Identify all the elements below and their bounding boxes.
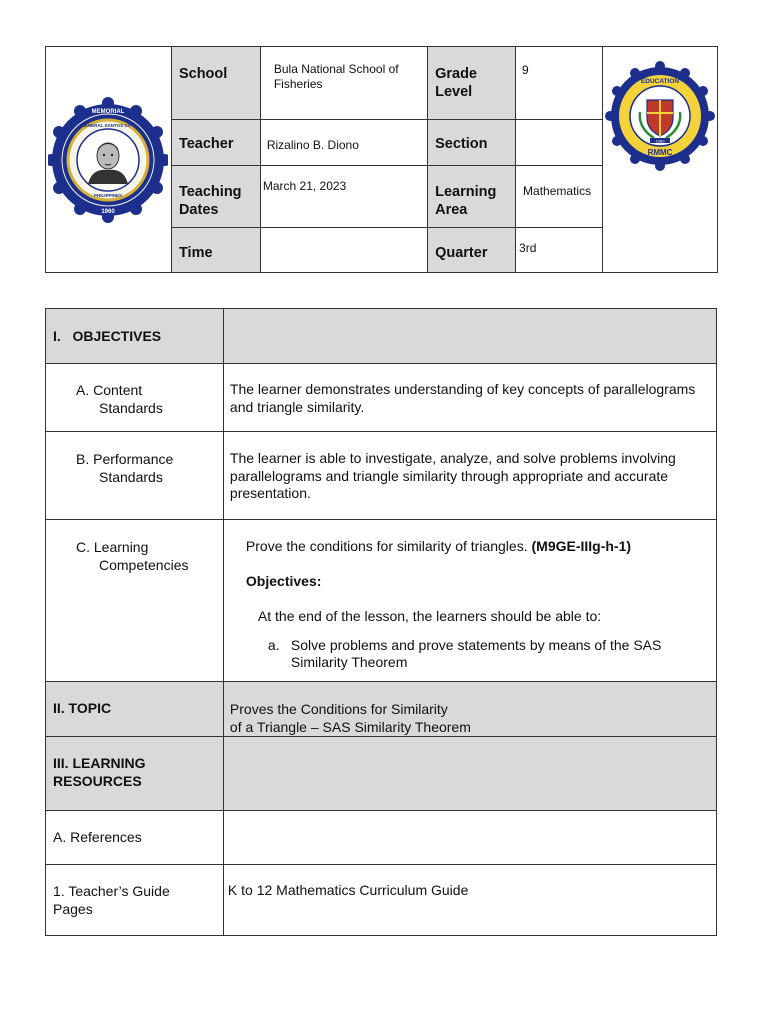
grade-level-value: 9 xyxy=(522,63,529,77)
performance-standards-text-cell xyxy=(223,432,716,520)
section-label: Section xyxy=(435,136,488,152)
objective-a-text: Solve problems and prove statements by means of the SAS Similarity Theorem xyxy=(290,636,662,670)
objective-item-a xyxy=(224,626,716,672)
topic-line-1: Proves the Conditions for Similarity xyxy=(229,701,448,717)
dates-label-cell xyxy=(171,166,260,228)
svg-text:EDUCATION: EDUCATION xyxy=(640,77,680,85)
performance-standards-label xyxy=(46,432,223,486)
content-standards-label-cell xyxy=(46,364,224,432)
objectives-value-cell xyxy=(223,309,716,364)
content-standards-row xyxy=(46,364,717,432)
teacher-value-cell xyxy=(260,120,427,166)
school-seal-icon xyxy=(48,95,168,225)
teaching-dates-label: Teaching Dates xyxy=(178,184,242,218)
section-value xyxy=(516,120,602,135)
quarter-label: Quarter xyxy=(435,245,488,261)
learning-resources-value-cell xyxy=(223,737,716,811)
objectives-heading-cell xyxy=(46,309,224,364)
competency-text: Prove the conditions for similarity of triangles. xyxy=(245,538,528,554)
performance-standards-label-cell xyxy=(46,432,224,520)
topic-heading-cell xyxy=(46,682,224,737)
teachers-guide-text-cell xyxy=(223,865,716,936)
teacher-label: Teacher xyxy=(178,136,234,152)
teachers-guide-label-cell xyxy=(46,865,224,936)
time-label-cell xyxy=(171,228,260,273)
svg-text:1960: 1960 xyxy=(101,208,116,215)
quarter-label-cell xyxy=(428,228,516,273)
learning-competencies-label-cell xyxy=(46,520,224,682)
quarter-value: 3rd xyxy=(519,241,537,255)
performance-standards-text: The learner is able to investigate, analyze, and solve problems involving parallelograms and triangle similarity through appropriate and accurate presentation. xyxy=(229,450,676,501)
performance-standards-row xyxy=(46,432,717,520)
references-value-cell xyxy=(223,811,716,865)
objectives-subheading: Objectives: xyxy=(245,572,322,589)
learning-competencies-row xyxy=(46,520,717,682)
school-value-cell xyxy=(260,47,427,120)
grade-value-cell xyxy=(516,47,603,120)
content-standards-text: The learner demonstrates understanding of key concepts of parallelograms and triangle similarity. xyxy=(229,381,696,415)
time-value xyxy=(261,228,427,244)
topic-heading: II. TOPIC xyxy=(53,700,112,716)
teachers-guide-text: K to 12 Mathematics Curriculum Guide xyxy=(227,882,469,898)
objectives-intro: At the end of the lesson, the learners should be able to: xyxy=(257,608,602,624)
area-value-cell xyxy=(516,166,603,228)
section-value-cell xyxy=(516,120,603,166)
competency-code: (M9GE-IIIg-h-1) xyxy=(531,538,632,554)
teaching-dates-value: March 21, 2023 xyxy=(262,179,347,193)
svg-text:GENERAL SANTOS CITY: GENERAL SANTOS CITY xyxy=(81,122,136,128)
teachers-guide-label: 1. Teacher’s Guide Pages xyxy=(53,883,170,917)
svg-text:RMMC: RMMC xyxy=(647,147,673,157)
lesson-header-table xyxy=(45,46,718,273)
learning-resources-heading: III. LEARNING RESOURCES xyxy=(53,755,146,789)
learning-area-label: Learning Area xyxy=(435,184,497,218)
quarter-value-cell xyxy=(516,228,603,273)
references-label-cell xyxy=(46,811,224,865)
right-logo-cell xyxy=(602,47,717,273)
learning-resources-heading-cell xyxy=(46,737,224,811)
lesson-plan-table xyxy=(45,308,717,936)
time-label: Time xyxy=(178,245,213,261)
objectives-row xyxy=(46,309,717,364)
time-value-cell xyxy=(260,228,427,273)
area-label-cell xyxy=(428,166,516,228)
competency-line xyxy=(224,520,716,556)
school-label-cell xyxy=(171,47,260,120)
performance-standards-label-text: B. Performance Standards xyxy=(76,451,174,485)
section-label-cell xyxy=(428,120,516,166)
learning-competencies-label xyxy=(46,520,223,574)
learning-competencies-content-cell xyxy=(223,520,716,682)
objectives-heading: I. OBJECTIVES xyxy=(53,328,162,344)
content-standards-label-text: A. Content Standards xyxy=(76,382,163,416)
svg-text:1960: 1960 xyxy=(655,138,665,143)
teacher-education-program-seal-icon xyxy=(604,60,716,172)
topic-line-2: of a Triangle – SAS Similarity Theorem xyxy=(229,718,471,735)
dates-value-cell xyxy=(260,166,427,228)
grade-level-label: Grade Level xyxy=(435,66,478,100)
school-value: Bula National School of Fisheries xyxy=(273,62,399,91)
grade-label-cell xyxy=(428,47,516,120)
school-label: School xyxy=(178,66,228,82)
references-row xyxy=(46,811,717,865)
teacher-value: Rizalino B. Diono xyxy=(266,138,359,152)
references-label: A. References xyxy=(53,829,142,845)
svg-text:MEMORIAL: MEMORIAL xyxy=(92,108,125,115)
left-logo-cell xyxy=(46,47,172,273)
learning-area-value: Mathematics xyxy=(523,184,592,198)
learning-resources-row xyxy=(46,737,717,811)
references-value xyxy=(224,811,716,828)
content-standards-text-cell xyxy=(223,364,716,432)
objective-a-marker: a. xyxy=(267,636,280,653)
content-standards-label xyxy=(46,364,223,417)
teachers-guide-row xyxy=(46,865,717,936)
teacher-label-cell xyxy=(171,120,260,166)
topic-row xyxy=(46,682,717,737)
topic-text-cell xyxy=(223,682,716,737)
svg-text:PHILIPPINES: PHILIPPINES xyxy=(94,192,123,198)
learning-competencies-label-text: C. Learning Competencies xyxy=(76,539,189,573)
